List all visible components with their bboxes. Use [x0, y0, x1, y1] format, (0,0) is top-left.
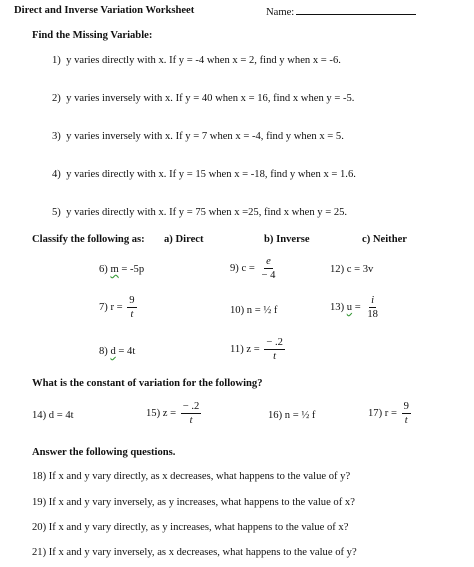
question-20: 20) If x and y vary directly, as y increases, what happens to the value of x?	[32, 522, 349, 533]
fraction-9-over-t: $\frac{9}{t}$	[403, 401, 409, 427]
problem-10: 10) n = ½ f	[230, 305, 278, 316]
problem-6: 6) m = -5p	[99, 264, 145, 275]
question-19: 19) If x and y vary inversely, as y increases, what happens to the value of x?	[32, 497, 355, 508]
fraction-i-over-18: $\frac{i}{18}$	[367, 295, 378, 321]
problem-text: y varies inversely with x. If y = 40 when x = 16, find x when y = -5.	[66, 93, 355, 104]
problem-3	[52, 131, 344, 142]
name-blank-line[interactable]	[296, 5, 416, 15]
fraction-neg-point2-over-t: $\frac{- .2}{t}$	[266, 337, 283, 363]
problem-number: 3)	[52, 131, 61, 142]
problem-8: 8) d = 4t	[99, 346, 136, 357]
problem-16: 16) n = ½ f	[268, 410, 316, 421]
fraction-neg-point2-over-t: $\frac{- .2}{t}$	[182, 401, 200, 427]
problem-2	[52, 93, 354, 104]
problem-13: 13) u = $\frac{i}{18}$	[330, 295, 378, 321]
fraction-e-over-neg4: $\frac{e}{- 4}$	[261, 256, 276, 282]
problem-text: y varies inversely with x. If y = 7 when x = -4, find y when x = 5.	[66, 131, 344, 142]
name-label: Name:	[266, 7, 295, 18]
option-neither: c) Neither	[362, 234, 407, 245]
problem-number: 2)	[52, 93, 61, 104]
name-field[interactable]	[266, 5, 416, 18]
problem-17: 17) r = $\frac{9}{t}$	[368, 401, 409, 427]
problem-4	[52, 169, 356, 180]
problem-number: 4)	[52, 169, 61, 180]
fraction-9-over-t: $\frac{9}{t}$	[129, 295, 135, 321]
problem-9: 9) c = $\frac{e}{- 4}$	[230, 256, 276, 282]
variable-d: d	[110, 346, 116, 357]
question-21: 21) If x and y vary inversely, as x decreases, what happens to the value of y?	[32, 547, 357, 558]
problem-text: y varies directly with x. If y = -4 when x = 2, find y when x = -6.	[66, 55, 341, 66]
problem-7: 7) r = $\frac{9}{t}$	[99, 295, 135, 321]
section-heading-missing-variable: Find the Missing Variable:	[32, 30, 153, 41]
problem-12: 12) c = 3v	[330, 264, 374, 275]
option-inverse: b) Inverse	[264, 234, 310, 245]
variable-u: u	[346, 302, 353, 314]
problem-text: y varies directly with x. If y = 75 when x =25, find x when y = 25.	[66, 207, 348, 218]
problem-1	[52, 55, 341, 66]
section-heading-classify: Classify the following as:	[32, 234, 145, 245]
variable-m: m	[110, 264, 119, 275]
problem-number: 1)	[52, 55, 61, 66]
problem-number: 5)	[52, 207, 61, 218]
section-heading-answer: Answer the following questions.	[32, 447, 176, 458]
problem-11: 11) z = $\frac{- .2}{t}$	[230, 337, 283, 363]
option-direct: a) Direct	[164, 234, 204, 245]
worksheet-title: Direct and Inverse Variation Worksheet	[14, 5, 195, 16]
question-18: 18) If x and y vary directly, as x decreases, what happens to the value of y?	[32, 471, 351, 482]
problem-14: 14) d = 4t	[32, 410, 74, 421]
section-heading-constant: What is the constant of variation for the following?	[32, 378, 263, 389]
problem-15: 15) z = $\frac{- .2}{t}$	[146, 401, 200, 427]
problem-5	[52, 207, 347, 218]
problem-text: y varies directly with x. If y = 15 when x = -18, find y when x = 1.6.	[66, 169, 356, 180]
